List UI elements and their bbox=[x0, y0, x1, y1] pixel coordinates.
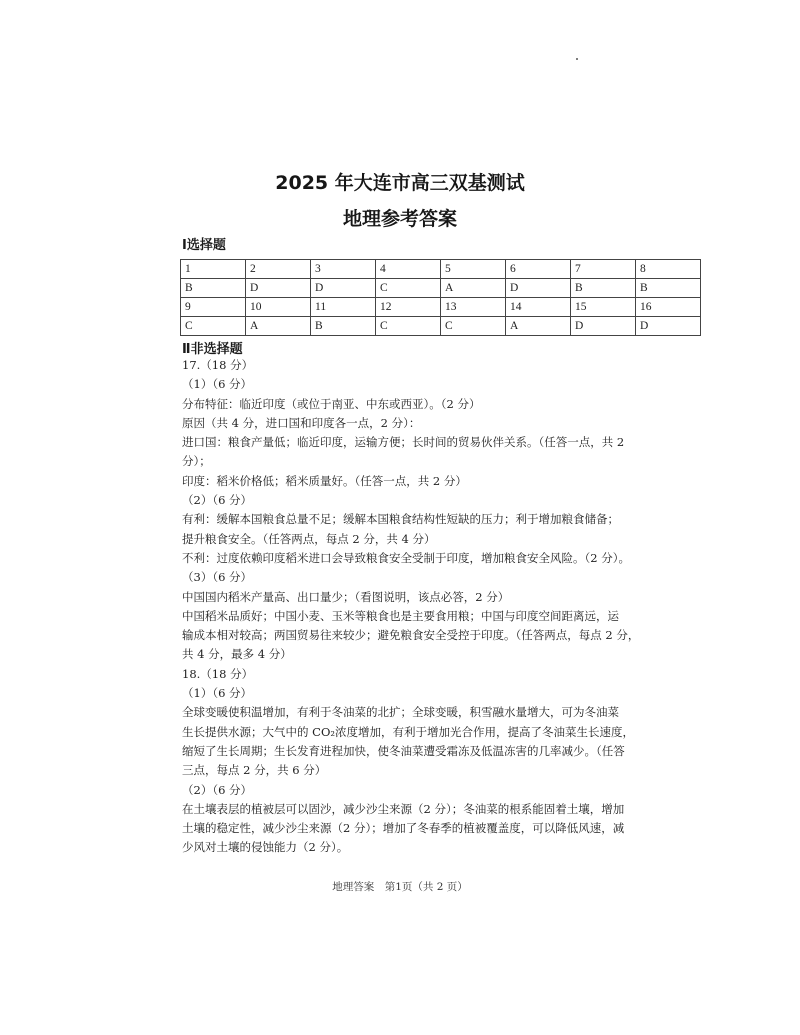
text-line: （2）（6 分） bbox=[182, 782, 253, 797]
table-cell: 12 bbox=[376, 298, 441, 317]
text-line: 有利：缓解本国粮食总量不足；缓解本国粮食结构性短缺的压力；利于增加粮食储备； bbox=[182, 512, 619, 527]
table-cell: A bbox=[441, 279, 506, 298]
table-row bbox=[181, 260, 701, 279]
table-cell: A bbox=[506, 317, 571, 336]
text-line: 中国稻米品质好；中国小麦、玉米等粮食也是主要食用粮；中国与印度空间距离远，运 bbox=[182, 608, 619, 623]
table-cell: C bbox=[441, 317, 506, 336]
table-cell: 6 bbox=[506, 260, 571, 279]
table-cell: B bbox=[571, 279, 636, 298]
text-line: 分）； bbox=[182, 454, 211, 469]
text-line: 不利：过度依赖印度稻米进口会导致粮食安全受制于印度，增加粮食安全风险。（2 分）。 bbox=[182, 550, 630, 565]
table-cell: 3 bbox=[311, 260, 376, 279]
table-cell: D bbox=[636, 317, 701, 336]
table-row bbox=[181, 298, 701, 317]
text-line: 少风对土壤的侵蚀能力（2 分）。 bbox=[182, 840, 349, 855]
table-row bbox=[181, 279, 701, 298]
table-cell: 11 bbox=[311, 298, 376, 317]
text-line: （3）（6 分） bbox=[182, 570, 253, 585]
table-cell: C bbox=[376, 279, 441, 298]
table-cell: B bbox=[181, 279, 246, 298]
section-heading-free-response: Ⅱ非选择题 bbox=[182, 342, 243, 357]
text-line: 18.（18 分） bbox=[182, 666, 254, 681]
table-cell: D bbox=[311, 279, 376, 298]
table-cell: 7 bbox=[571, 260, 636, 279]
table-cell: D bbox=[506, 279, 571, 298]
document-title: 2025 年大连市高三双基测试 bbox=[275, 172, 525, 194]
table-cell: 1 bbox=[181, 260, 246, 279]
text-line: 缩短了生长周期；生长发育进程加快，使冬油菜遭受霜冻及低温冻害的几率减少。（任答 bbox=[182, 743, 625, 758]
text-line: 三点，每点 2 分，共 6 分） bbox=[182, 763, 327, 778]
text-line: 土壤的稳定性，减少沙尘来源（2 分）；增加了冬春季的植被覆盖度，可以降低风速，减 bbox=[182, 821, 625, 836]
text-line: 输成本相对较高；两国贸易往来较少；避免粮食安全受控于印度。（任答两点，每点 2 分， bbox=[182, 628, 640, 643]
text-line: 进口国：粮食产量低；临近印度，运输方便；长时间的贸易伙伴关系。（任答一点，共 2 bbox=[182, 435, 625, 450]
table-row bbox=[181, 317, 701, 336]
table-cell: 15 bbox=[571, 298, 636, 317]
table-cell: 8 bbox=[636, 260, 701, 279]
text-line: 在土壤表层的植被层可以固沙，减少沙尘来源（2 分）；冬油菜的根系能固着土壤，增加 bbox=[182, 801, 625, 816]
text-line: 提升粮食安全。（任答两点，每点 2 分，共 4 分） bbox=[182, 531, 436, 546]
answer-body bbox=[182, 356, 660, 858]
table-cell: B bbox=[311, 317, 376, 336]
text-line: （2）（6 分） bbox=[182, 493, 253, 508]
table-cell: 5 bbox=[441, 260, 506, 279]
table-cell: C bbox=[181, 317, 246, 336]
table-cell: 14 bbox=[506, 298, 571, 317]
answer-table bbox=[180, 259, 701, 336]
table-cell: 10 bbox=[246, 298, 311, 317]
text-line: 共 4 分，最多 4 分） bbox=[182, 647, 292, 662]
text-line: 分布特征：临近印度（或位于南亚、中东或西亚）。（2 分） bbox=[182, 396, 481, 411]
table-cell: C bbox=[376, 317, 441, 336]
text-line: 生长提供水源；大气中的 CO₂浓度增加，有利于增加光合作用，提高了冬油菜生长速度， bbox=[182, 724, 634, 739]
text-line: 原因（共 4 分，进口国和印度各一点，2 分）： bbox=[182, 415, 421, 430]
table-cell: 4 bbox=[376, 260, 441, 279]
table-cell: B bbox=[636, 279, 701, 298]
text-line: 全球变暖使积温增加，有利于冬油菜的北扩；全球变暖，积雪融水量增大，可为冬油菜 bbox=[182, 705, 619, 720]
table-cell: 2 bbox=[246, 260, 311, 279]
table-cell: D bbox=[246, 279, 311, 298]
text-line: 17.（18 分） bbox=[182, 358, 254, 372]
scan-speck bbox=[576, 58, 578, 60]
table-cell: D bbox=[571, 317, 636, 336]
table-cell: 16 bbox=[636, 298, 701, 317]
page-footer: 地理答案 第1页（共 2 页） bbox=[332, 881, 468, 893]
text-line: 中国国内稻米产量高、出口量少；（看图说明，该点必答，2 分） bbox=[182, 589, 510, 604]
text-line: （1）（6 分） bbox=[182, 377, 253, 392]
document-subtitle: 地理参考答案 bbox=[342, 208, 457, 230]
table-cell: 9 bbox=[181, 298, 246, 317]
section-heading-multiple-choice: Ⅰ选择题 bbox=[182, 238, 226, 253]
table-cell: 13 bbox=[441, 298, 506, 317]
text-line: （1）（6 分） bbox=[182, 686, 253, 701]
text-line: 印度：稻米价格低；稻米质量好。（任答一点，共 2 分） bbox=[182, 473, 467, 488]
table-cell: A bbox=[246, 317, 311, 336]
